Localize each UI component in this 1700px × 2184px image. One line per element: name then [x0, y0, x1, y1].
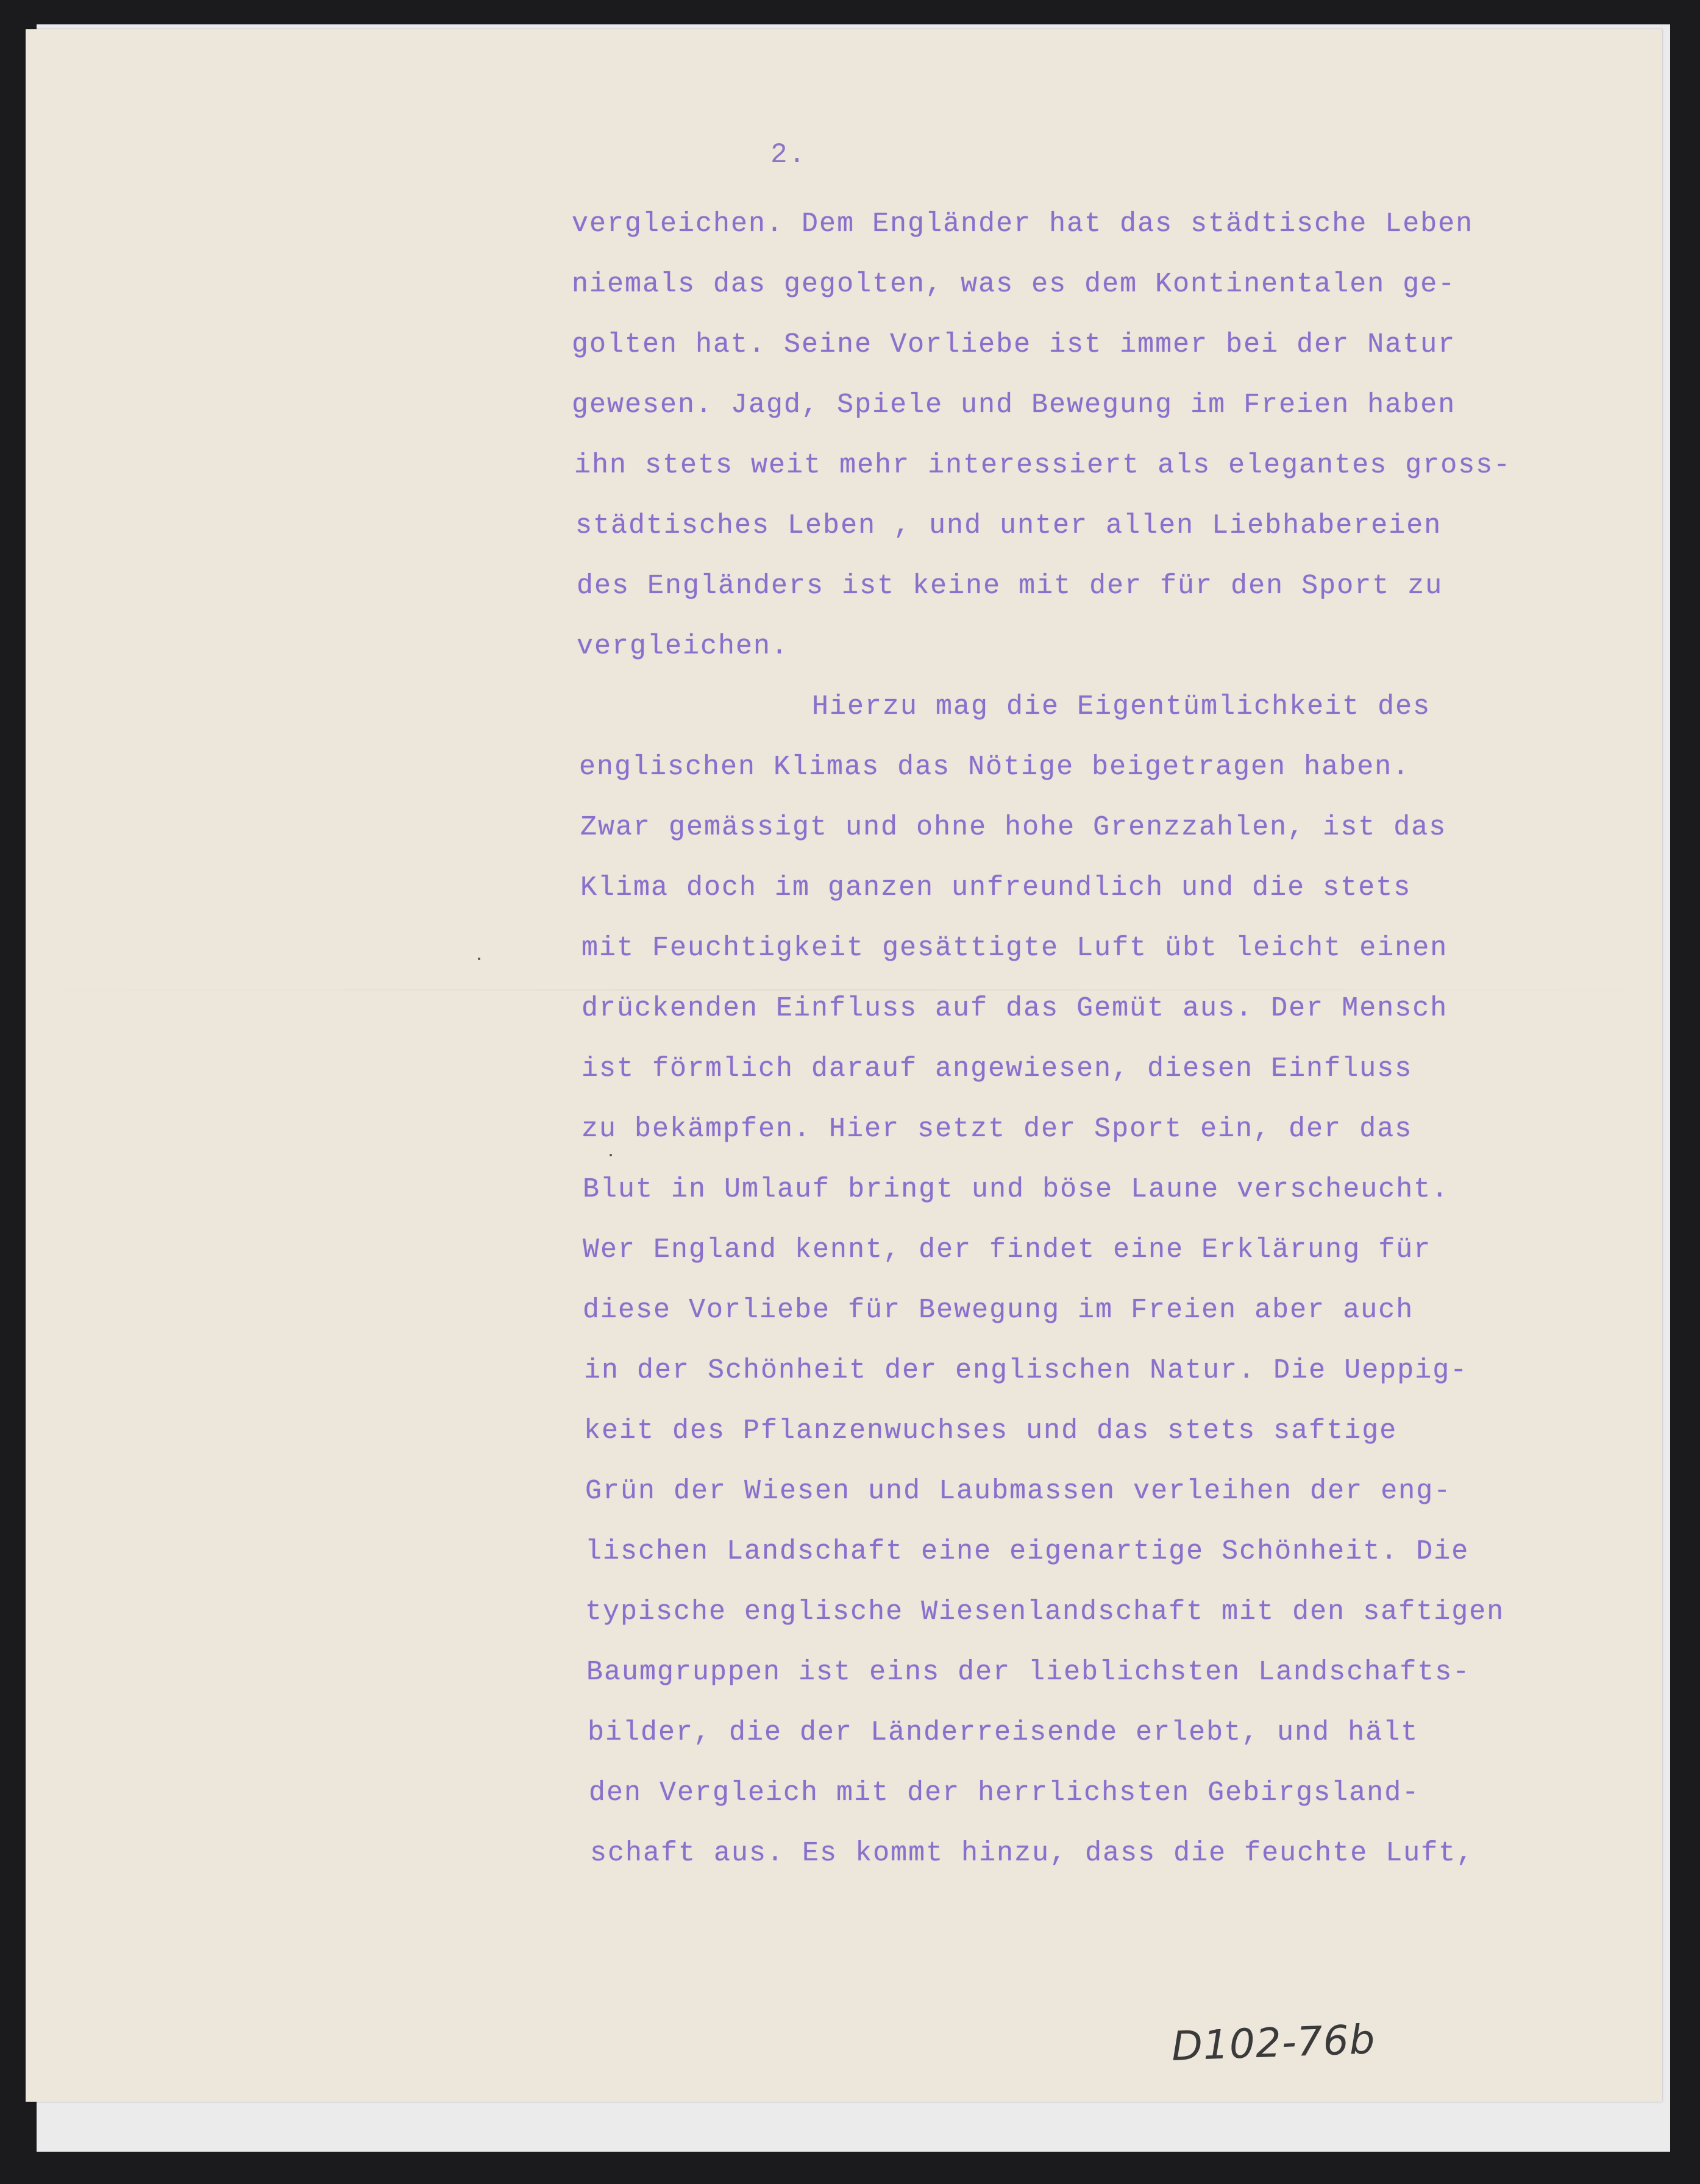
text-line: mit Feuchtigkeit gesättigte Luft übt leicht einen	[581, 933, 1448, 964]
text-line: Baumgruppen ist eins der lieblichsten Landschafts-	[586, 1657, 1471, 1688]
text-line: keit des Pflanzenwuchses und das stets saftige	[584, 1415, 1398, 1446]
text-line: Zwar gemässigt und ohne hohe Grenzzahlen, ist das	[580, 812, 1447, 843]
text-line: typische englische Wiesenlandschaft mit den saftigen	[585, 1596, 1505, 1627]
text-line: golten hat. Seine Vorliebe ist immer bei der Natur	[572, 329, 1456, 360]
page-number: 2.	[770, 139, 807, 171]
text-line: zu bekämpfen. Hier setzt der Sport ein, der das	[581, 1114, 1413, 1145]
text-line: vergleichen. Dem Engländer hat das städtische Leben	[572, 208, 1474, 240]
text-line: niemals das gegolten, was es dem Kontinentalen ge-	[572, 269, 1456, 300]
ink-speck	[478, 958, 480, 960]
text-line: Hierzu mag die Eigentümlichkeit des	[812, 691, 1431, 722]
text-line: Grün der Wiesen und Laubmassen verleihen der eng-	[585, 1476, 1452, 1507]
text-line: ist förmlich darauf angewiesen, diesen Einfluss	[581, 1053, 1413, 1084]
text-line: Klima doch im ganzen unfreundlich und die stets	[580, 872, 1412, 903]
text-line: ihn stets weit mehr interessiert als elegantes gross-	[574, 450, 1512, 481]
text-line: englischen Klimas das Nötige beigetragen haben.	[579, 752, 1410, 783]
text-line: Wer England kennt, der findet eine Erklärung für	[583, 1234, 1432, 1265]
archive-reference: D102-76b	[1170, 2016, 1376, 2070]
ink-speck	[610, 1154, 612, 1156]
text-line: bilder, die der Länderreisende erlebt, und hält	[588, 1717, 1419, 1748]
text-line: lischen Landschaft eine eigenartige Schönheit. Die	[585, 1536, 1470, 1567]
text-line: diese Vorliebe für Bewegung im Freien aber auch	[583, 1295, 1414, 1326]
text-line: in der Schönheit der englischen Natur. Die Ueppig-	[584, 1355, 1468, 1386]
text-line: gewesen. Jagd, Spiele und Bewegung im Freien haben	[572, 389, 1456, 421]
text-line: vergleichen.	[577, 631, 789, 662]
typewritten-page	[26, 29, 1662, 2102]
text-line: städtisches Leben , und unter allen Liebhabereien	[575, 510, 1442, 541]
text-line: drückenden Einfluss auf das Gemüt aus. Der Mensch	[581, 993, 1448, 1024]
text-line: den Vergleich mit der herrlichsten Gebirgsland-	[589, 1777, 1420, 1809]
text-line: Blut in Umlauf bringt und böse Laune verscheucht.	[583, 1174, 1449, 1205]
text-line: des Engländers ist keine mit der für den Sport zu	[577, 571, 1443, 602]
text-line: schaft aus. Es kommt hinzu, dass die feuchte Luft,	[590, 1838, 1474, 1869]
